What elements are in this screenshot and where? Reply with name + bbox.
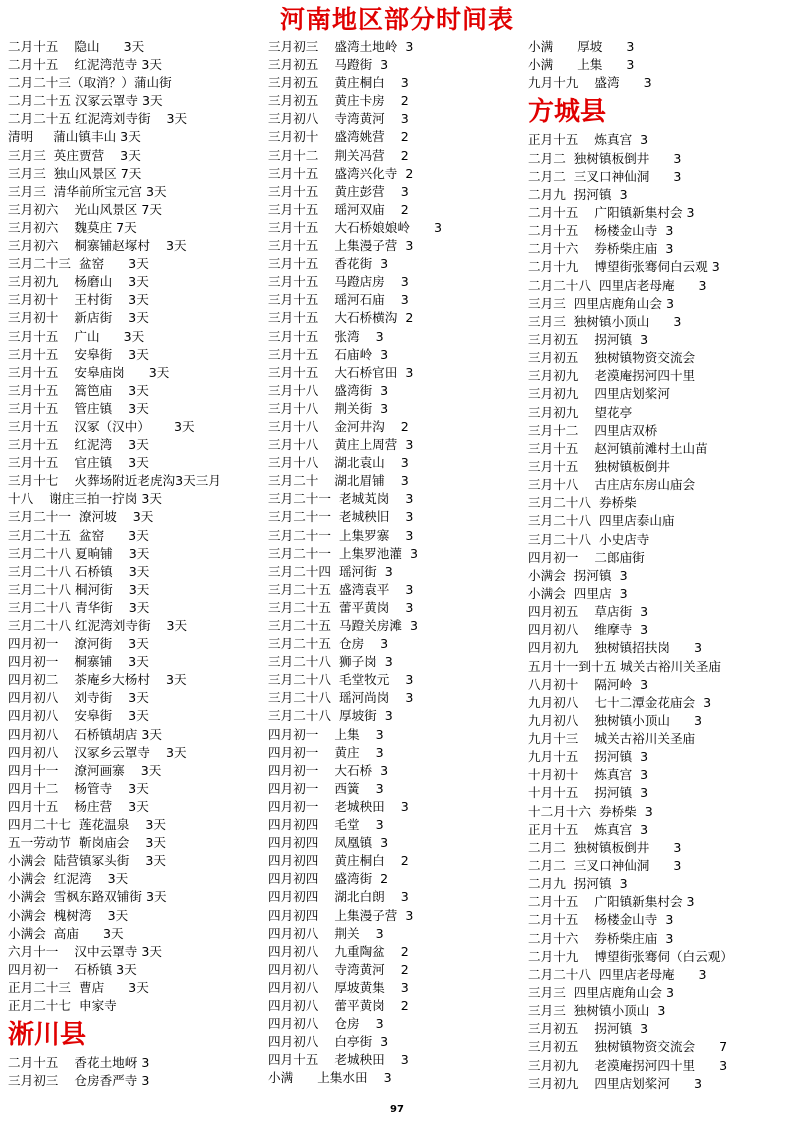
schedule-entry: 三月初六 光山风景区 7天	[8, 201, 162, 217]
schedule-entry: 正月二十七 申家寺	[8, 997, 117, 1013]
county-heading-xichuan: 淅川县	[8, 1020, 87, 1051]
schedule-entry: 三月初五 黄庄卡房 2	[268, 93, 409, 109]
schedule-entry: 二月二十五 红泥湾刘寺街 3天	[8, 111, 188, 127]
schedule-entry: 四月初一 桐寨铺 3天	[8, 654, 149, 670]
schedule-entry: 三月十八 荆关街 3	[268, 400, 389, 416]
schedule-list-nanyang	[8, 38, 266, 1015]
schedule-entry: 三月初八 寺湾黄河 3	[268, 111, 409, 127]
schedule-entry: 三月十五 赵河镇前滩村土山苗	[528, 440, 708, 456]
schedule-list-xichuan-end	[528, 38, 792, 92]
schedule-entry: 四月初八 石桥镇胡店 3天	[8, 726, 162, 742]
schedule-entry: 三月二十一 老城秧旧 3	[268, 509, 414, 525]
schedule-entry: 小满会 拐河镇 3	[528, 567, 628, 583]
schedule-entry: 四月初八 安皋街 3天	[8, 708, 149, 724]
schedule-entry: 三月三 独树镇小顶山 3	[528, 1003, 666, 1019]
schedule-entry: 四月初八 厚坡黄集 3	[268, 979, 409, 995]
schedule-entry: 二月十九 博望街张骞伺白云观 3	[528, 259, 720, 275]
schedule-entry: 小满会 四里店 3	[528, 585, 628, 601]
schedule-entry: 三月初六 桐寨铺赵塚村 3天	[8, 238, 187, 254]
schedule-entry: 八月初十 隔河岭 3	[528, 676, 649, 692]
schedule-entry: 三月十八 盛湾街 3	[268, 382, 389, 398]
schedule-entry: 三月二十八 瑶河尚岗 3	[268, 690, 414, 706]
schedule-entry: 四月十一 潦河画寨 3天	[8, 762, 162, 778]
schedule-entry: 三月十五 香花街 3	[268, 256, 389, 272]
schedule-entry: 三月十五 黄庄彭营 3	[268, 183, 409, 199]
schedule-entry: 三月二十八 石桥镇 3天	[8, 563, 150, 579]
schedule-entry: 三月三 英庄贾营 3天	[8, 147, 141, 163]
schedule-entry: 三月十八 金河井沟 2	[268, 418, 409, 434]
schedule-entry: 二月十五 杨楼金山寺 3	[528, 223, 674, 239]
schedule-entry: 四月初四 毛堂 3	[268, 817, 384, 833]
schedule-entry: 三月二十八 券桥柴	[528, 495, 637, 511]
schedule-entry: 三月初三 盛湾土地岭 3	[268, 39, 414, 54]
schedule-entry: 三月二十八 夏晌铺 3天	[8, 545, 150, 561]
schedule-entry: 二月十五 广阳镇新集村会 3	[528, 204, 695, 220]
page-number: 97	[390, 1104, 404, 1115]
schedule-entry: 三月初九 四里店划桨河	[528, 386, 670, 402]
schedule-entry: 四月初四 黄庄桐白 2	[268, 853, 409, 869]
schedule-entry: 四月初一 潦河街 3天	[8, 636, 149, 652]
schedule-entry: 三月初十 王村街 3天	[8, 292, 149, 308]
schedule-entry: 四月初四 凤凰镇 3	[268, 835, 389, 851]
schedule-list-xichuan-continued	[268, 38, 524, 1087]
schedule-entry: 十月初十 炼真宫 3	[528, 767, 649, 783]
schedule-entry: 四月十二 杨管寺 3天	[8, 780, 149, 796]
schedule-entry: 二月二十五 汉冢云罩寺 3天	[8, 93, 163, 109]
schedule-entry: 四月初一 上集 3	[268, 726, 384, 742]
schedule-entry: 三月十五 篙笆庙 3天	[8, 382, 149, 398]
schedule-entry: 三月十五 管庄镇 3天	[8, 400, 149, 416]
schedule-entry: 三月初九 老漠庵拐河四十里	[528, 368, 696, 384]
schedule-entry: 九月初八 独树镇小顶山 3	[528, 712, 702, 728]
schedule-entry: 三月十五 官庄镇 3天	[8, 455, 149, 471]
schedule-entry: 十八 谢庄三拍一拧岗 3天	[8, 491, 162, 507]
schedule-entry: 小满会 红泥湾 3天	[8, 871, 129, 887]
schedule-entry: 四月初八 维摩寺 3	[528, 622, 649, 638]
schedule-entry: 三月二十八 小史店寺	[528, 531, 650, 547]
schedule-entry: 四月初一 老城秧田 3	[268, 798, 409, 814]
schedule-entry: 二月十九 博望街张骞伺（白云观）	[528, 948, 733, 964]
schedule-entry: 四月初四 湖北白朗 3	[268, 889, 409, 905]
schedule-entry: 四月初八 荆关 3	[268, 925, 384, 941]
schedule-entry: 三月二十八 桐河街 3天	[8, 581, 150, 597]
schedule-entry: 四月初四 盛湾街 2	[268, 871, 389, 887]
schedule-entry: 三月三 清华前所宝元宫 3天	[8, 183, 167, 199]
schedule-entry: 二月二 三叉口神仙洞 3	[528, 858, 682, 874]
schedule-entry: 二月十六 券桥柴庄庙 3	[528, 930, 674, 946]
schedule-entry: 四月初一 二郎庙街	[528, 549, 645, 565]
schedule-entry: 三月初九 老漠庵拐河四十里 3	[528, 1057, 728, 1073]
schedule-entry: 二月十六 券桥柴庄庙 3	[528, 241, 674, 257]
schedule-entry: 三月二十八 红泥湾刘寺街 3天	[8, 618, 188, 633]
schedule-entry: 三月二十一 上集罗寨 3	[268, 527, 414, 543]
schedule-entry: 三月十五 广山 3天	[8, 328, 145, 344]
schedule-entry: 十月十五 拐河镇 3	[528, 785, 649, 801]
schedule-entry: 三月初五 拐河镇 3	[528, 1021, 649, 1037]
column-2	[268, 38, 524, 1087]
schedule-entry: 三月二十八 毛堂牧元 3	[268, 672, 414, 688]
schedule-entry: 四月初一 西簧 3	[268, 780, 384, 796]
schedule-entry: 小满会 槐树湾 3天	[8, 907, 129, 923]
schedule-entry: 小满会 雪枫东路双铺街 3天	[8, 889, 167, 905]
schedule-entry: 三月十二 荆关冯营 2	[268, 147, 409, 163]
schedule-entry: 二月二十三（取消？）蒲山街	[8, 75, 172, 91]
schedule-entry: 二月二 独树镇板倒井 3	[528, 839, 682, 855]
schedule-entry: 三月十五 安皋庙岗 3天	[8, 364, 170, 380]
schedule-entry: 三月初十 新店街 3天	[8, 310, 149, 326]
schedule-entry: 四月初一 石桥镇 3天	[8, 961, 137, 977]
schedule-entry: 三月二十八 厚坡街 3	[268, 708, 393, 724]
schedule-entry: 三月三 独树镇小顶山 3	[528, 313, 682, 329]
schedule-entry: 四月初一 大石桥 3	[268, 762, 389, 778]
schedule-entry: 二月十五 红泥湾范寺 3天	[8, 57, 162, 73]
schedule-entry: 三月十八 湖北袁山 3	[268, 455, 409, 471]
schedule-entry: 四月初八 刘寺街 3天	[8, 690, 149, 706]
schedule-entry: 三月初九 望花亭	[528, 404, 633, 420]
schedule-entry: 清明 蒲山镇丰山 3天	[8, 129, 141, 145]
schedule-entry: 四月初八 仓房 3	[268, 1016, 384, 1032]
schedule-entry: 二月二 三叉口神仙洞 3	[528, 168, 682, 184]
schedule-entry: 四月初八 汉冢乡云罩寺 3天	[8, 744, 187, 760]
schedule-entry: 三月初五 拐河镇 3	[528, 331, 649, 347]
schedule-entry: 二月二 独树镇板倒井 3	[528, 150, 682, 166]
schedule-entry: 二月二十八 四里店老母庵 3	[528, 277, 707, 293]
schedule-entry: 四月初五 草店街 3	[528, 604, 649, 620]
schedule-entry: 六月十一 汉中云罩寺 3天	[8, 943, 162, 959]
column-1	[8, 38, 266, 1090]
schedule-entry: 九月十三 城关古裕川关圣庙	[528, 731, 696, 747]
schedule-entry: 小满 上集水田 3	[268, 1070, 392, 1086]
schedule-entry: 三月二十五 盆窑 3天	[8, 527, 149, 543]
schedule-entry: 二月十五 香花土地岈 3	[8, 1055, 150, 1071]
schedule-entry: 正月十五 炼真宫 3	[528, 821, 649, 837]
schedule-entry: 四月十五 杨庄营 3天	[8, 798, 149, 814]
schedule-entry: 三月初五 独树镇物资交流会 7	[528, 1039, 728, 1055]
schedule-entry: 三月十五 汉冢（汉中） 3天	[8, 418, 195, 434]
schedule-entry: 三月十八 古庄店东房山庙会	[528, 477, 696, 493]
schedule-entry: 四月初九 独树镇招扶岗 3	[528, 640, 702, 656]
schedule-entry: 三月二十四 瑶河街 3	[268, 563, 393, 579]
schedule-entry: 三月十五 独树镇板倒井	[528, 458, 670, 474]
schedule-entry: 四月十五 老城秧田 3	[268, 1052, 409, 1068]
schedule-entry: 三月三 四里店鹿角山会 3	[528, 295, 674, 311]
schedule-entry: 三月初五 马蹬街 3	[268, 57, 389, 73]
schedule-entry: 三月初六 魏莫庄 7天	[8, 219, 137, 235]
schedule-entry: 九月十五 拐河镇 3	[528, 749, 649, 765]
schedule-entry: 四月初八 蕾平黄岗 2	[268, 997, 409, 1013]
schedule-entry: 正月二十三 曹店 3天	[8, 979, 149, 995]
schedule-entry: 三月十五 瑶河双庙 2	[268, 201, 409, 217]
schedule-entry: 三月初三 仓房香严寺 3	[8, 1073, 150, 1089]
schedule-list-xichuan	[8, 1054, 266, 1090]
schedule-entry: 三月二十一 潦河坡 3天	[8, 509, 154, 525]
schedule-entry: 三月二十一 老城芄岗 3	[268, 491, 414, 507]
schedule-entry: 三月三 独山风景区 7天	[8, 165, 142, 181]
schedule-entry: 三月初九 杨磨山 3天	[8, 274, 149, 290]
schedule-entry: 小满会 高庙 3天	[8, 925, 124, 941]
schedule-entry: 四月二十七 莲花温泉 3天	[8, 817, 166, 833]
schedule-entry: 四月初二 茶庵乡大杨村 3天	[8, 672, 187, 688]
schedule-entry: 三月十八 黄庄上周营 3	[268, 437, 414, 453]
schedule-entry: 三月十五 石庙岭 3	[268, 346, 389, 362]
schedule-entry: 三月初五 黄庄桐白 3	[268, 75, 409, 91]
schedule-entry: 四月初八 九重陶盆 2	[268, 943, 409, 959]
schedule-entry: 三月二十五 仓房 3	[268, 636, 389, 652]
schedule-entry: 三月初九 四里店划桨河 3	[528, 1075, 702, 1091]
schedule-entry: 三月十二 四里店双桥	[528, 422, 658, 438]
schedule-entry: 小满 上集 3	[528, 57, 635, 73]
schedule-entry: 三月十五 大石桥官田 3	[268, 364, 414, 380]
schedule-entry: 四月初一 黄庄 3	[268, 744, 384, 760]
schedule-entry: 三月十五 大石桥横沟 2	[268, 310, 414, 326]
schedule-entry: 三月十五 盛湾兴化寺 2	[268, 165, 414, 181]
schedule-entry: 三月初十 盛湾姚营 2	[268, 129, 409, 145]
schedule-entry: 三月十五 马蹬店房 3	[268, 274, 409, 290]
schedule-entry: 小满 厚坡 3	[528, 39, 635, 54]
schedule-entry: 二月二十八 四里店老母庵 3	[528, 966, 707, 982]
schedule-entry: 四月初四 上集漫子营 3	[268, 907, 414, 923]
schedule-entry: 正月十五 炼真宫 3	[528, 132, 649, 148]
schedule-entry: 三月二十五 马蹬关房滩 3	[268, 618, 418, 633]
county-heading-fangcheng: 方城县	[528, 97, 607, 128]
schedule-entry: 三月十五 红泥湾 3天	[8, 437, 149, 453]
schedule-entry: 九月初八 七十二潭金花庙会 3	[528, 694, 712, 710]
schedule-entry: 三月十五 上集漫子营 3	[268, 238, 414, 254]
schedule-entry: 三月二十八 青华街 3天	[8, 599, 150, 615]
schedule-entry: 四月初八 白亭街 3	[268, 1034, 389, 1050]
schedule-entry: 三月十五 安皋街 3天	[8, 346, 149, 362]
schedule-entry: 三月二十五 蕾平黄岗 3	[268, 599, 414, 615]
schedule-entry: 二月十五 广阳镇新集村会 3	[528, 894, 695, 910]
schedule-entry: 二月九 拐河镇 3	[528, 186, 628, 202]
schedule-entry: 五月十一到十五 城关古裕川关圣庙	[528, 658, 721, 674]
page-title: 河南地区部分时间表	[279, 5, 514, 34]
schedule-entry: 三月二十五 盛湾袁平 3	[268, 581, 414, 597]
schedule-entry: 小满会 陆营镇冢头街 3天	[8, 853, 166, 869]
schedule-entry: 三月二十八 四里店泰山庙	[528, 513, 675, 529]
schedule-entry: 三月二十 湖北眉铺 3	[268, 473, 409, 489]
schedule-entry: 三月二十三 盆窑 3天	[8, 256, 149, 272]
schedule-entry: 三月三 四里店鹿角山会 3	[528, 985, 674, 1001]
schedule-entry: 三月二十一 上集罗池灌 3	[268, 545, 418, 561]
schedule-entry: 二月十五 隐山 3天	[8, 39, 145, 54]
schedule-entry: 二月九 拐河镇 3	[528, 876, 628, 892]
schedule-entry: 三月十五 瑶河石庙 3	[268, 292, 409, 308]
schedule-entry: 十二月十六 券桥柴 3	[528, 803, 653, 819]
schedule-entry: 三月二十八 狮子岗 3	[268, 654, 393, 670]
schedule-entry: 四月初八 寺湾黄河 2	[268, 961, 409, 977]
column-3	[528, 38, 792, 1093]
schedule-entry: 五一劳动节 靳岗庙会 3天	[8, 835, 166, 851]
schedule-entry: 三月初五 独树镇物资交流会	[528, 350, 696, 366]
schedule-entry: 二月十五 杨楼金山寺 3	[528, 912, 674, 928]
schedule-entry: 三月十五 张湾 3	[268, 328, 384, 344]
schedule-list-fangcheng	[528, 131, 792, 1092]
schedule-entry: 三月十七 火葬场附近老虎沟3天三月	[8, 473, 221, 489]
schedule-entry: 三月十五 大石桥娘娘岭 3	[268, 219, 442, 235]
schedule-entry: 九月十九 盛湾 3	[528, 75, 652, 91]
